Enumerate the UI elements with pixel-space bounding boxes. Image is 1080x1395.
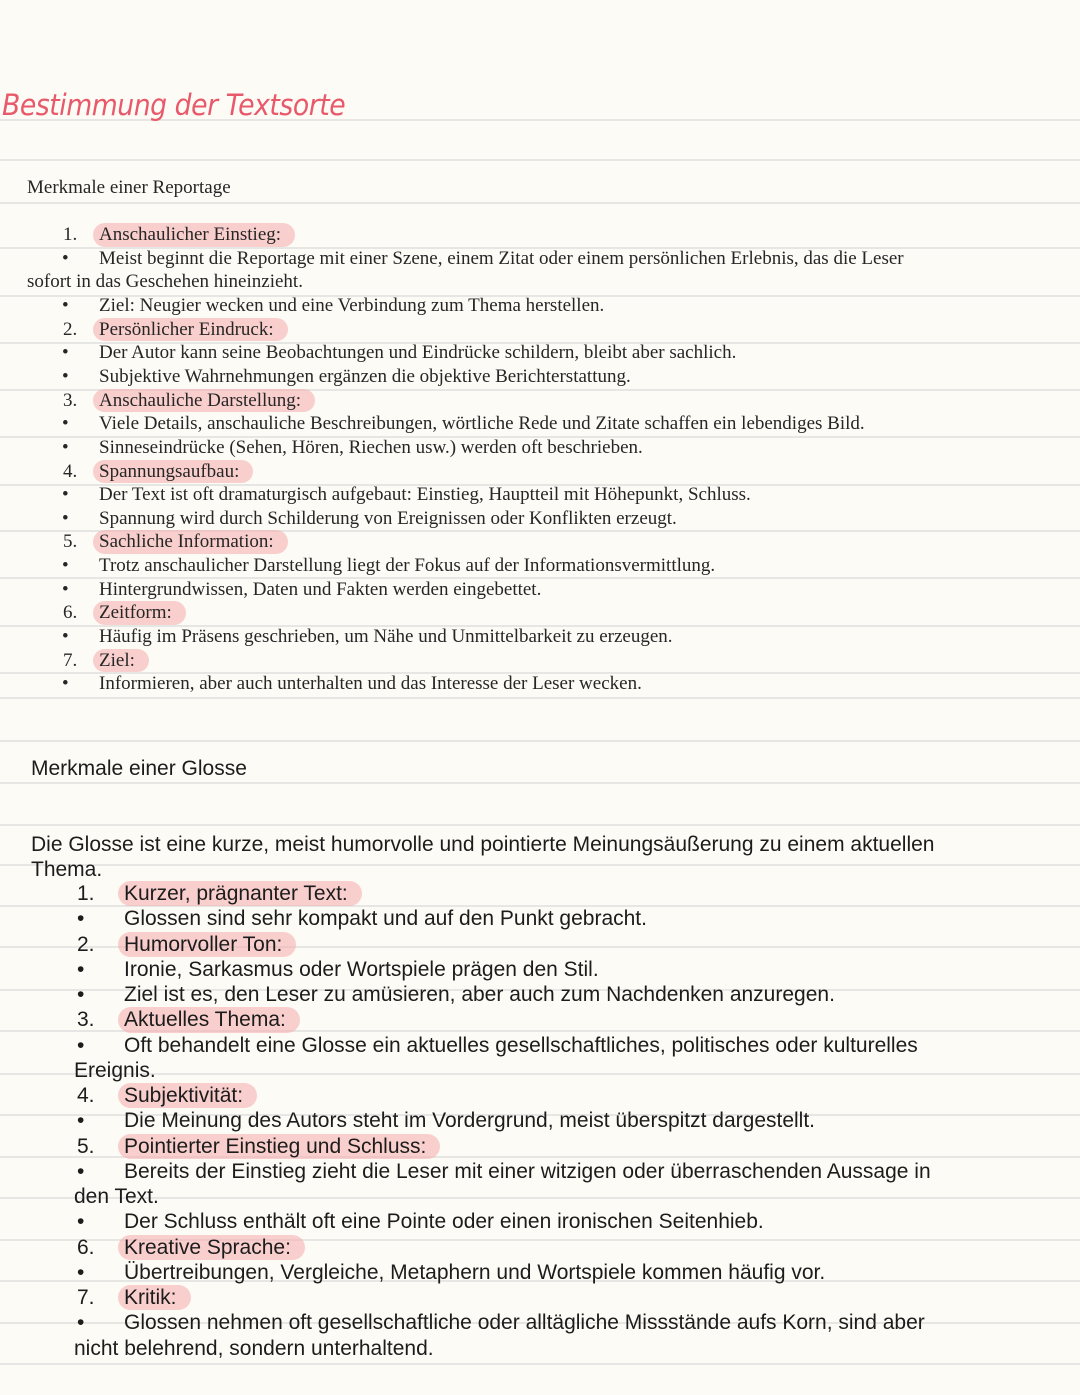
item-text: Hintergrundwissen, Daten und Fakten werden eingebettet. [99,578,542,600]
item-heading: Anschauliche Darstellung: [93,389,315,413]
list-item [0,982,1080,1007]
list-item [0,1209,1080,1234]
list-item [0,318,1080,342]
list-item [0,672,1080,696]
item-text: Der Autor kann seine Beobachtungen und Eindrücke schildern, bleibt aber sachlich. [99,342,737,364]
item-number: 7. [77,1286,95,1309]
list-item [0,365,1080,389]
list-item [0,1336,1080,1361]
list-item [0,1134,1080,1159]
item-number: 5. [77,1134,95,1158]
item-heading: Persönlicher Eindruck: [93,318,288,342]
item-text: Glossen sind sehr kompakt und auf den Punkt gebracht. [124,907,647,931]
list-item [0,957,1080,982]
item-heading: Kurzer, prägnanter Text: [118,881,362,906]
list-item [0,483,1080,507]
bullet-marker: • [77,1260,85,1284]
list-item [0,389,1080,413]
list-item [0,1108,1080,1133]
item-number: 1. [63,224,78,245]
list-item [0,601,1080,625]
item-number: 4. [77,1084,95,1107]
bullet-marker: • [62,247,69,269]
list-item [0,1083,1080,1108]
glosse-intro-line-2: Thema. [31,858,103,881]
bullet-marker: • [77,1210,85,1234]
item-heading: Aktuelles Thema: [118,1007,300,1032]
list-item [0,507,1080,531]
list-item [0,1310,1080,1335]
bullet-marker: • [62,555,69,577]
list-item [0,270,1080,294]
item-heading: Anschaulicher Einstieg: [93,223,295,247]
list-item [0,1184,1080,1209]
item-heading: Pointierter Einstieg und Schluss: [118,1134,440,1159]
bullet-marker: • [62,578,69,600]
item-text: Spannung wird durch Schilderung von Ereignissen oder Konflikten erzeugt. [99,507,677,529]
item-text-continuation: sofort in das Geschehen hineinzieht. [27,271,303,293]
item-number: 6. [63,602,78,624]
list-item [0,1033,1080,1058]
glosse-heading: Merkmale einer Glosse [31,757,247,780]
item-text: Übertreibungen, Vergleiche, Metaphern und Wortspiele kommen häufig vor. [124,1260,826,1284]
list-item [0,881,1080,906]
item-text: Häufig im Präsens geschrieben, um Nähe und Unmittelbarkeit zu erzeugen. [99,626,673,648]
bullet-marker: • [62,365,69,387]
item-text: Oft behandelt eine Glosse ein aktuelles gesellschaftliches, politisches oder kulturelles [124,1033,918,1057]
item-number: 3. [77,1008,95,1032]
page-title: Bestimmung der Textsorte [2,88,346,122]
bullet-marker: • [62,342,69,364]
bullet-marker: • [62,294,69,316]
bullet-marker: • [62,413,69,435]
glosse-intro-line-1: Die Glosse ist eine kurze, meist humorvolle und pointierte Meinungsäußerung zu einem aktuellen [31,833,935,856]
item-text: Ziel: Neugier wecken und eine Verbindung zum Thema herstellen. [99,294,605,316]
item-number: 2. [63,318,78,340]
item-heading: Spannungsaufbau: [93,460,253,484]
item-number: 6. [77,1235,95,1259]
list-item [0,1007,1080,1032]
bullet-marker: • [62,484,69,506]
item-heading: Subjektivität: [118,1083,257,1108]
bullet-marker: • [77,1159,85,1183]
bullet-marker: • [77,907,85,931]
item-heading: Kritik: [118,1285,191,1310]
list-item [0,436,1080,460]
bullet-marker: • [77,957,85,981]
list-item [0,341,1080,365]
item-text: Ziel ist es, den Leser zu amüsieren, aber auch zum Nachdenken anzuregen. [124,983,835,1006]
item-text: Glossen nehmen oft gesellschaftliche oder alltägliche Missstände aufs Korn, sind aber [124,1311,925,1335]
item-number: 4. [63,460,78,482]
list-item [0,932,1080,957]
item-text: Die Meinung des Autors steht im Vordergrund, meist überspitzt dargestellt. [124,1109,816,1133]
item-heading: Sachliche Information: [93,530,288,554]
list-item [0,294,1080,318]
bullet-marker: • [62,673,69,695]
item-text: Ironie, Sarkasmus oder Wortspiele prägen den Stil. [124,957,599,981]
item-heading: Humorvoller Ton: [118,932,296,957]
item-number: 5. [63,531,78,553]
item-text: Trotz anschaulicher Darstellung liegt der Fokus auf der Informationsvermittlung. [99,555,716,577]
item-number: 3. [63,389,78,411]
item-text-continuation: den Text. [74,1185,159,1208]
bullet-marker: • [77,1311,85,1335]
list-item [0,625,1080,649]
bullet-marker: • [77,1033,85,1057]
bullet-marker: • [62,626,69,648]
item-heading: Zeitform: [93,601,186,625]
list-item [0,1058,1080,1083]
list-item [0,530,1080,554]
list-item [0,1235,1080,1260]
item-text: Sinneseindrücke (Sehen, Hören, Riechen usw.) werden oft beschrieben. [99,436,643,458]
reportage-heading: Merkmale einer Reportage [27,177,231,198]
item-number: 7. [63,649,78,671]
item-text: Bereits der Einstieg zieht die Leser mit einer witzigen oder überraschenden Aussage in [124,1159,931,1183]
list-item [0,1285,1080,1310]
list-item [0,247,1080,271]
list-item [0,223,1080,247]
list-item [0,1260,1080,1285]
item-text-continuation: nicht belehrend, sondern unterhaltend. [74,1336,434,1360]
item-text: Subjektive Wahrnehmungen ergänzen die objektive Berichterstattung. [99,365,631,387]
list-item [0,412,1080,436]
item-heading: Ziel: [93,649,149,673]
item-text: Informieren, aber auch unterhalten und das Interesse der Leser wecken. [99,673,642,695]
item-number: 2. [77,932,95,956]
item-text: Der Schluss enthält oft eine Pointe oder einen ironischen Seitenhieb. [124,1210,764,1234]
bullet-marker: • [62,507,69,529]
item-text: Meist beginnt die Reportage mit einer Szene, einem Zitat oder einem persönlichen Erlebnis, das die Leser [99,247,904,269]
list-item [0,649,1080,673]
list-item [0,1159,1080,1184]
list-item [0,460,1080,484]
bullet-marker: • [62,436,69,458]
bullet-marker: • [77,983,85,1006]
bullet-marker: • [77,1109,85,1133]
item-text: Der Text ist oft dramaturgisch aufgebaut: Einstieg, Hauptteil mit Höhepunkt, Schluss. [99,484,751,506]
item-text-continuation: Ereignis. [74,1058,156,1082]
item-heading: Kreative Sprache: [118,1235,305,1260]
list-item [0,906,1080,931]
item-number: 1. [77,882,95,905]
item-text: Viele Details, anschauliche Beschreibungen, wörtliche Rede und Zitate schaffen ein lebendiges Bild. [99,413,865,435]
list-item [0,578,1080,602]
list-item [0,554,1080,578]
